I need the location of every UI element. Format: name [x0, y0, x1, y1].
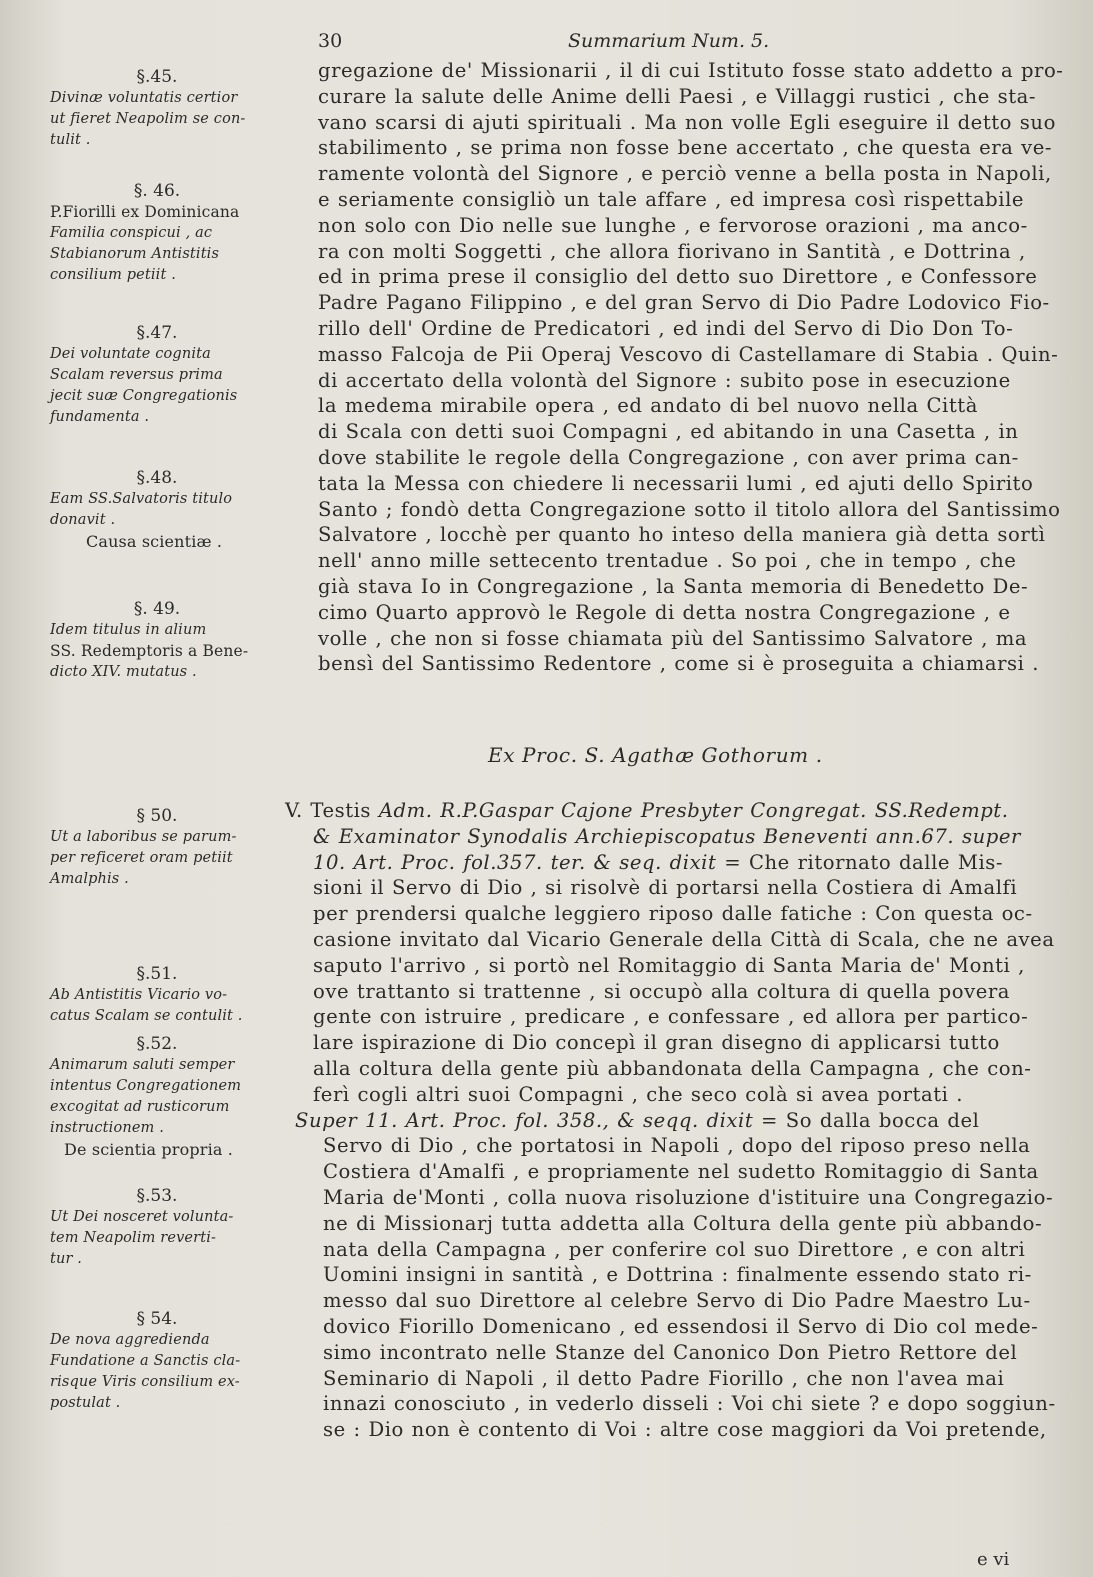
margin-line: Dei voluntate cognita: [50, 346, 211, 362]
text-line: dovico Fiorillo Domenicano , ed essendosi il Servo di Dio col mede-: [323, 1314, 1039, 1338]
text-line: di Scala con detti suoi Compagni , ed abitando in una Casetta , in: [318, 420, 1019, 444]
margin-line: tem Neapolim reverti-: [50, 1230, 217, 1246]
text-line: bensì del Santissimo Redentore , come si è proseguita a chiamarsi .: [318, 652, 1040, 676]
margin-line: Causa scientiæ .: [86, 532, 223, 551]
text-line: Padre Pagano Filippino , e del gran Servo di Dio Padre Lodovico Fio-: [318, 291, 1050, 315]
margin-line: tur .: [50, 1251, 83, 1267]
margin-note-46: [50, 180, 282, 286]
margin-section: §.51.: [136, 964, 178, 984]
text-line: Salvatore , locchè per quanto ho inteso della maniera già detta sortì: [318, 523, 1046, 547]
margin-note-49: [50, 598, 282, 683]
margin-line: dicto XIV. mutatus .: [50, 664, 197, 680]
text-line: per prendersi qualche leggiero riposo dalle fatiche : Con questa oc-: [313, 902, 1033, 926]
main-text-block-2: [285, 875, 1055, 1107]
page-number: 30: [318, 30, 343, 52]
margin-line: SS. Redemptoris a Bene-: [50, 642, 249, 660]
margin-section: §. 46.: [133, 181, 181, 201]
text-line: simo incontrato nelle Stanze del Canonico Don Pietro Rettore del: [323, 1340, 1018, 1364]
margin-line: catus Scalam se contulit .: [50, 1008, 243, 1024]
margin-note-45: [50, 66, 282, 151]
text-line: Maria de'Monti , colla nuova risoluzione d'istituire una Congregazio-: [323, 1185, 1054, 1209]
text-line: gregazione de' Missionarii , il di cui Istituto fosse stato addetto a pro-: [318, 59, 1064, 82]
margin-section: § 50.: [136, 806, 178, 826]
margin-line: instructionem .: [50, 1120, 164, 1136]
margin-section: §.45.: [136, 67, 178, 87]
margin-line: De scientia propria .: [64, 1140, 234, 1159]
section-heading: Ex Proc. S. Agathæ Gothorum .: [488, 743, 823, 767]
text-line: ove trattanto si trattenne , si occupò alla coltura di quella povera: [313, 979, 1010, 1003]
margin-line: Stabianorum Antistitis: [50, 246, 220, 262]
text-line: saputo l'arrivo , si portò nel Romitaggio di Santa Maria de' Monti ,: [313, 953, 1025, 977]
text-line: vano scarsi di ajuti spirituali . Ma non volle Egli eseguire il detto suo: [318, 110, 1056, 134]
text-line: ne di Missionarj tutta addetta alla Coltura della gente più abbando-: [323, 1211, 1043, 1235]
text-line: volle , che non si fosse chiamata più del Santissimo Salvatore , ma: [318, 626, 1028, 650]
margin-line: fundamenta .: [50, 409, 150, 425]
super-reference: Super 11. Art. Proc. fol. 358., & seqq. dixit: [295, 1108, 754, 1132]
text-line: Uomini insigni in santità , e Dottrina : finalmente essendo stato ri-: [323, 1263, 1032, 1287]
margin-line: Amalphis .: [50, 871, 129, 887]
margin-line: Scalam reversus prima: [50, 367, 223, 383]
text-line: già stava Io in Congregazione , la Santa memoria di Benedetto De-: [318, 574, 1029, 598]
text-line: di accertato della volontà del Signore : subito pose in esecuzione: [318, 368, 1011, 392]
text-line: ra con molti Soggetti , che allora fiorivano in Santità , e Dottrina ,: [318, 239, 1026, 263]
text-line: innazi conosciuto , in vederlo disseli : Voi chi siete ? e dopo soggiun-: [323, 1392, 1056, 1416]
margin-line: Divinæ voluntatis certior: [50, 90, 238, 106]
text-line: messo dal suo Direttore al celebre Servo di Dio Padre Maestro Lu-: [323, 1289, 1031, 1313]
margin-line: ut fieret Neapolim se con-: [50, 111, 246, 127]
witness-text: Testis: [310, 799, 379, 822]
witness-reference: 10. Art. Proc. fol.357. ter. & seq. dixit: [313, 850, 717, 874]
text-line: curare la salute delle Anime delli Paesi , e Villaggi rustici , che sta-: [318, 84, 1037, 108]
margin-section: §.52.: [136, 1034, 178, 1054]
witness-paragraph: [285, 798, 1056, 1443]
text-line: ed in prima prese il consiglio del detto suo Direttore , e Confessore: [318, 265, 1038, 289]
text-line: e seriamente consigliò un tale affare , ed impresa così rispettabile: [318, 187, 1025, 211]
text-line: masso Falcoja de Pii Operaj Vescovo di Castellamare di Stabia . Quin-: [318, 342, 1059, 366]
text-line: dove stabilite le regole della Congregazione , con aver prima can-: [318, 445, 1019, 469]
margin-section: §.47.: [136, 323, 178, 343]
text-line: non solo con Dio nelle sue lunghe , e fervorose orazioni , ma anco-: [318, 213, 1028, 237]
margin-note-48: [50, 467, 282, 552]
text-line: ramente volontà del Signore , e perciò venne a bella posta in Napoli,: [318, 162, 1052, 186]
witness-office: & Examinator Synodalis Archiepiscopatus Beneventi ann.67. super: [313, 824, 1021, 848]
super-text: = So dalla bocca del: [753, 1108, 980, 1132]
super-line: [295, 1108, 1045, 1134]
margin-line: per reficeret oram petiit: [50, 850, 233, 866]
margin-note-53: [50, 1185, 282, 1270]
text-line: rillo dell' Ordine de Predicatori , ed indi del Servo di Dio Don To-: [318, 316, 1014, 340]
margin-section: §.48.: [136, 468, 178, 488]
margin-note-52: [50, 1033, 282, 1160]
margin-note-54: [50, 1308, 282, 1414]
margin-section: § 54.: [136, 1309, 178, 1329]
margin-line: consilium petiit .: [50, 267, 176, 283]
text-line: cimo Quarto approvò le Regole di detta nostra Congregazione , e: [318, 600, 1011, 624]
main-text-block-3: [285, 1133, 1056, 1443]
text-line: nell' anno mille settecento trentadue . So poi , che in tempo , che: [318, 549, 1017, 573]
text-line: casione invitato dal Vicario Generale della Città di Scala, che ne avea: [313, 927, 1055, 951]
main-text-block-1: [318, 58, 1064, 677]
margin-note-47: [50, 322, 282, 428]
margin-line: Eam SS.Salvatoris titulo: [50, 491, 233, 507]
text-line: nata della Campagna , per conferire col suo Direttore , e con altri: [323, 1237, 1026, 1261]
margin-line: tulit .: [50, 132, 91, 148]
witness-line-2: [285, 824, 1045, 850]
margin-line: risque Viris consilium ex-: [50, 1374, 240, 1390]
margin-line: Animarum saluti semper: [50, 1057, 235, 1073]
margin-line: Fundatione a Sanctis cla-: [50, 1353, 241, 1369]
margin-line: Idem titulus in alium: [50, 622, 207, 638]
margin-note-51: [50, 963, 282, 1027]
witness-mark: V.: [285, 799, 303, 822]
text-line: ferì cogli altri suoi Compagni , che seco colà si avea portati .: [313, 1082, 964, 1106]
margin-section: §. 49.: [133, 599, 181, 619]
margin-note-50: [50, 805, 282, 890]
witness-name: Adm. R.P.Gaspar Cajone Presbyter Congregat. SS.Redempt.: [378, 799, 1009, 822]
text-line: Seminario di Napoli , il detto Padre Fiorillo , che non l'avea mai: [323, 1366, 1005, 1390]
margin-line: intentus Congregationem: [50, 1078, 242, 1094]
margin-line: Ut Dei nosceret volunta-: [50, 1209, 234, 1225]
text-line: stabilimento , se prima non fosse bene accertato , che questa era ve-: [318, 136, 1053, 160]
margin-line: donavit .: [50, 512, 116, 528]
text-line: sioni il Servo di Dio , si risolvè di portarsi nella Costiera di Amalfi: [313, 876, 1018, 900]
text-line: gente con istruire , predicare , e confessare , ed allora per partico-: [313, 1005, 1029, 1029]
witness-line-3: [285, 850, 1045, 876]
page-header: [0, 30, 1093, 58]
running-head: Summarium Num. 5.: [568, 30, 770, 52]
text-line: alla coltura della gente più abbandonata della Campagna , che con-: [313, 1056, 1032, 1080]
text-line: la medema mirabile opera , ed andato di bel nuovo nella Città: [318, 394, 978, 418]
margin-line: excogitat ad rusticorum: [50, 1099, 230, 1115]
text-line: Servo di Dio , che portatosi in Napoli , dopo del riposo preso nella: [323, 1134, 1031, 1158]
margin-line: postulat .: [50, 1395, 121, 1411]
text-line: se : Dio non è contento di Voi : altre cose maggiori da Voi pretende,: [323, 1418, 1047, 1442]
text-line: lare ispirazione di Dio concepì il gran disegno di applicarsi tutto: [313, 1031, 1000, 1055]
margin-line: Ut a laboribus se parum-: [50, 829, 237, 845]
margin-line: Familia conspicui , ac: [50, 225, 213, 241]
margin-line: Ab Antistitis Vicario vo-: [50, 987, 228, 1003]
margin-section: §.53.: [136, 1186, 178, 1206]
margin-line: De nova aggredienda: [50, 1332, 210, 1348]
text-line: tata la Messa con chiedere li necessarii lumi , ed ajuti dello Spirito: [318, 471, 1034, 495]
margin-line: jecit suæ Congregationis: [50, 388, 238, 404]
catchword: e vi: [977, 1549, 1010, 1570]
text-line: Santo ; fondò detta Congregazione sotto il titolo allora del Santissimo: [318, 497, 1061, 521]
text-line: Costiera d'Amalfi , e propriamente nel sudetto Romitaggio di Santa: [323, 1160, 1039, 1184]
witness-line-1: [285, 798, 1045, 824]
witness-text: = Che ritornato dalle Mis-: [716, 850, 1004, 874]
margin-line: P.Fiorilli ex Dominicana: [50, 203, 240, 221]
